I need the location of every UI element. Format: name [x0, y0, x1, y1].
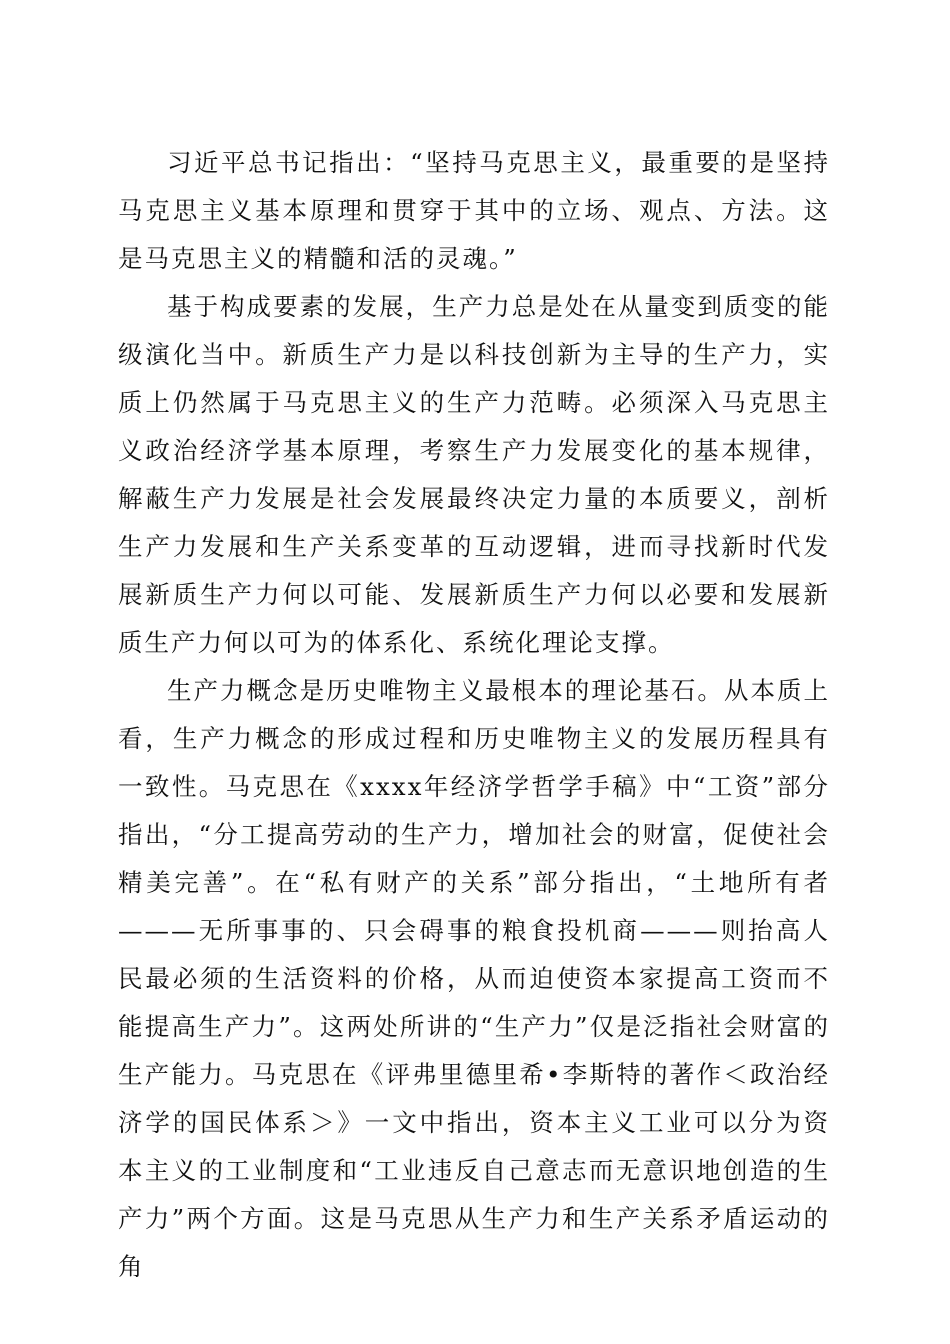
- paragraph: 基于构成要素的发展，生产力总是处在从量变到质变的能级演化当中。新质生产力是以科技创新为主导的生产力，实质上仍然属于马克思主义的生产力范畴。必须深入马克思主义政治经济学基本原理，考察生产力发展变化的基本规律，解蔽生产力发展是社会发展最终决定力量的本质要义，剖析生产力发展和生产关系变革的互动逻辑，进而寻找新时代发展新质生产力何以可能、发展新质生产力何以必要和发展新质生产力何以可为的体系化、系统化理论支撑。: [118, 292, 830, 657]
- paragraph: 习近平总书记指出：“坚持马克思主义，最重要的是坚持马克思主义基本原理和贯穿于其中的立场、观点、方法。这是马克思主义的精髓和活的灵魂。”: [118, 148, 830, 273]
- paragraph: 生产力概念是历史唯物主义最根本的理论基石。从本质上看，生产力概念的形成过程和历史唯物主义的发展历程具有一致性。马克思在《xxxx年经济学哲学手稿》中“工资”部分指出，“分工提高劳动的生产力，增加社会的财富，促使社会精美完善”。在“私有财产的关系”部分指出，“土地所有者———无所事事的、只会碍事的粮食投机商———则抬高人民最必须的生活资料的价格，从而迫使资本家提高工资而不能提高生产力”。这两处所讲的“生产力”仅是泛指社会财富的生产能力。马克思在《评弗里德里希•李斯特的著作＜政治经济学的国民体系＞》一文中指出，资本主义工业可以分为资本主义的工业制度和“工业违反自己意志而无意识地创造的生产力”两个方面。这是马克思从生产力和生产关系矛盾运动的角: [118, 676, 830, 1281]
- document-body: [118, 139, 830, 1291]
